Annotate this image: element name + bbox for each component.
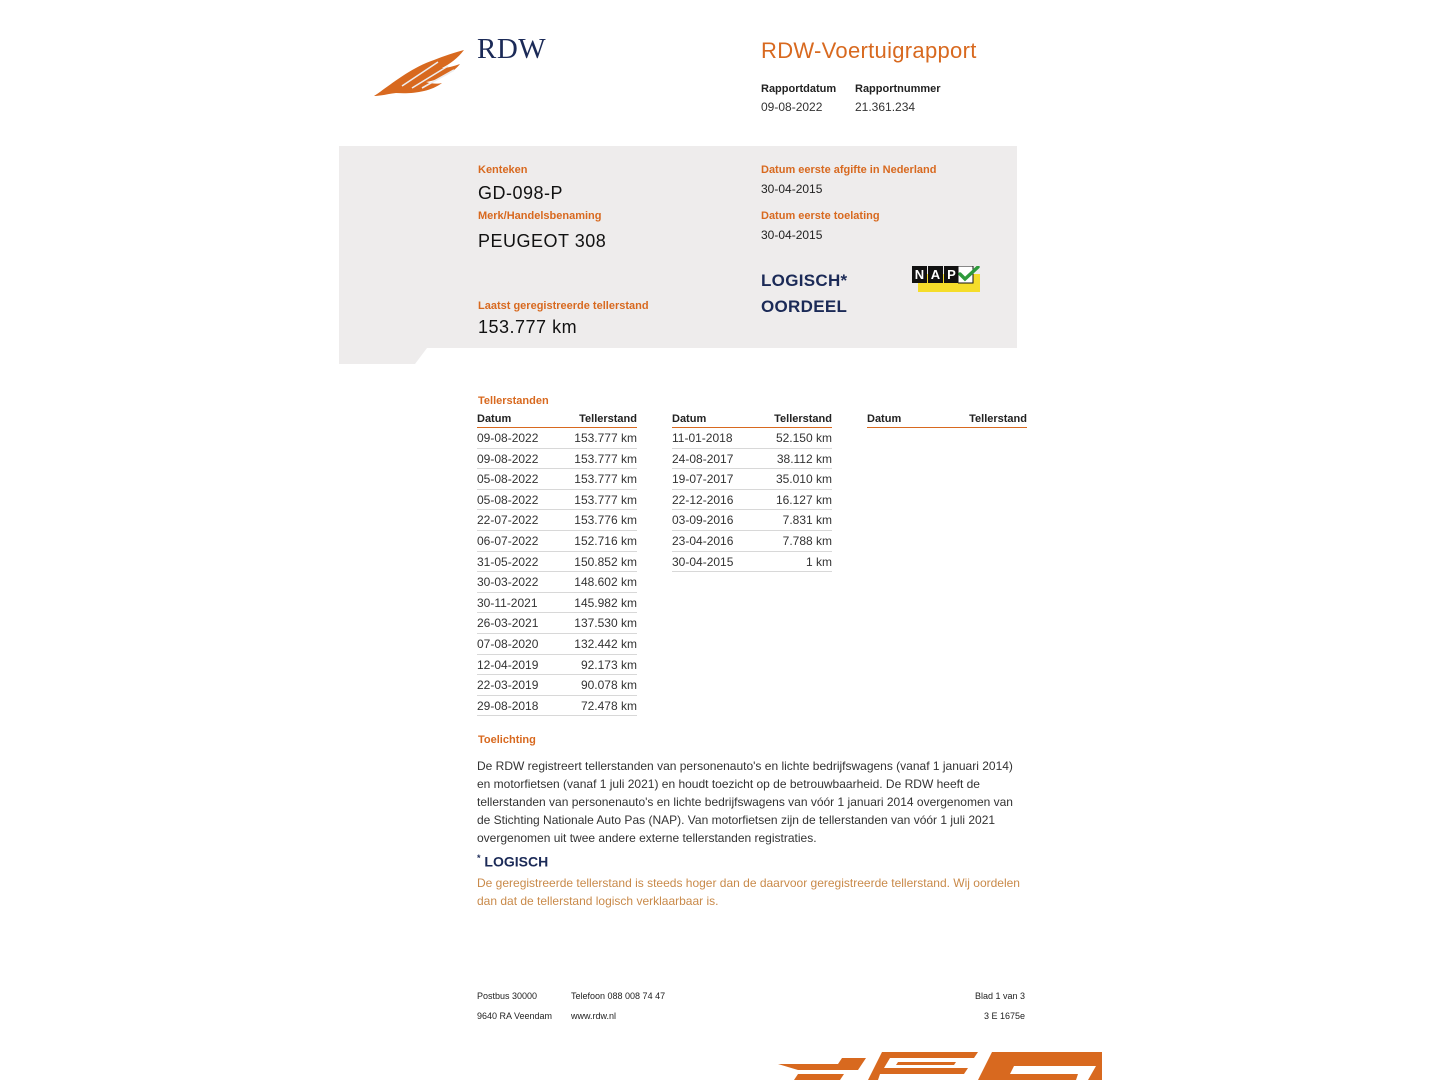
rdw-wing-logo — [372, 46, 468, 98]
nap-letter-n: N — [912, 266, 927, 283]
row-datum: 05-08-2022 — [477, 472, 539, 487]
row-tellerstand: 1 km — [805, 554, 832, 569]
logisch-asterisk: * — [477, 853, 481, 863]
row-datum: 12-04-2019 — [477, 657, 539, 672]
merk-value: PEUGEOT 308 — [478, 231, 607, 251]
row-datum: 07-08-2020 — [477, 636, 539, 651]
table-row — [672, 449, 832, 470]
toelating-label: Datum eerste toelating — [761, 210, 880, 222]
table-row — [477, 531, 637, 552]
table-row — [477, 634, 637, 655]
toelichting-title: Toelichting — [478, 734, 536, 746]
row-tellerstand: 132.442 km — [574, 636, 637, 651]
row-tellerstand: 153.777 km — [574, 451, 637, 466]
table-row — [672, 531, 832, 552]
row-datum: 24-08-2017 — [672, 451, 734, 466]
table-row — [477, 696, 637, 717]
table-row — [477, 655, 637, 676]
nap-letter-a: A — [928, 266, 943, 283]
row-tellerstand: 153.777 km — [574, 431, 637, 445]
verdict-line-1: LOGISCH* — [761, 271, 848, 290]
row-tellerstand: 52.150 km — [775, 431, 832, 445]
col-tellerstand-header: Tellerstand — [969, 413, 1027, 425]
row-tellerstand: 35.010 km — [775, 472, 832, 487]
table-row — [477, 552, 637, 573]
row-datum: 09-08-2022 — [477, 431, 539, 445]
kenteken-value: GD-098-P — [478, 183, 564, 203]
logisch-heading — [477, 853, 548, 870]
toelating-value: 30-04-2015 — [761, 228, 823, 242]
toelichting-paragraph: De RDW registreert tellerstanden van personenauto's en lichte bedrijfswagens (vanaf 1 januari 2014) en motorfietsen (vanaf 1 juli 2021) en houdt toezicht op de betrouwbaarheid. De RDW heeft de tellerstanden van personenauto's en lichte bedrijfswagens van vóór 1 januari 2014 overgenomen van de Stichting Nationale Auto Pas (NAP). Van motorfietsen zijn de tellerstanden van vóór 1 juli 2021 overgenomen uit twee andere externe tellerstanden registraties. — [477, 759, 1013, 845]
row-tellerstand: 16.127 km — [775, 492, 832, 507]
table-row — [672, 510, 832, 531]
row-datum: 30-04-2015 — [672, 554, 734, 569]
logisch-explanation: De geregistreerde tellerstand is steeds hoger dan de daarvoor geregistreerde tellerstand. Wij oordelen dan dat de tellerstand logisch verklaarbaar is. — [477, 876, 1020, 908]
row-datum: 11-01-2018 — [672, 431, 733, 445]
row-datum: 22-07-2022 — [477, 513, 539, 528]
col-tellerstand-header: Tellerstand — [774, 413, 832, 425]
odometer-table-header — [477, 413, 637, 428]
row-tellerstand: 145.982 km — [574, 595, 637, 610]
report-title: RDW-Voertuigrapport — [761, 38, 977, 63]
check-icon — [958, 266, 980, 284]
col-tellerstand-header: Tellerstand — [579, 413, 637, 425]
logisch-heading-text: LOGISCH — [484, 853, 549, 870]
table-row — [477, 469, 637, 490]
table-row — [477, 613, 637, 634]
row-datum: 23-04-2016 — [672, 533, 734, 548]
table-row — [672, 469, 832, 490]
row-datum: 31-05-2022 — [477, 554, 539, 569]
rapportdatum-label: Rapportdatum — [761, 83, 837, 95]
table-row — [477, 593, 637, 614]
row-tellerstand: 72.478 km — [580, 698, 637, 713]
afgifte-label: Datum eerste afgifte in Nederland — [761, 164, 937, 176]
row-tellerstand: 92.173 km — [580, 657, 637, 672]
nap-badge — [912, 266, 980, 292]
afgifte-value: 30-04-2015 — [761, 182, 823, 196]
row-datum: 06-07-2022 — [477, 533, 539, 548]
row-datum: 29-08-2018 — [477, 698, 539, 713]
row-tellerstand: 7.831 km — [782, 513, 832, 528]
verdict-line-2: OORDEEL — [761, 297, 848, 316]
rdw-logo-text: RDW — [477, 33, 547, 65]
footer-address: 9640 RA Veendam — [477, 1011, 553, 1021]
table-row — [477, 428, 637, 449]
footer-telefoon: Telefoon 088 008 74 47 — [571, 991, 666, 1001]
vehicle-info-panel — [339, 146, 1017, 364]
odometer-table-header — [867, 413, 1027, 428]
table-row — [672, 552, 832, 573]
row-tellerstand: 7.788 km — [782, 533, 832, 548]
row-datum: 30-11-2021 — [477, 595, 538, 610]
verdict — [761, 268, 847, 320]
table-row — [672, 428, 832, 449]
nap-letter-p: P — [944, 266, 959, 283]
table-row — [672, 490, 832, 511]
row-datum: 05-08-2022 — [477, 492, 539, 507]
footer-website[interactable]: www.rdw.nl — [571, 1011, 617, 1021]
row-tellerstand: 150.852 km — [574, 554, 637, 569]
rapportnummer-value: 21.361.234 — [855, 100, 916, 114]
rdw-stripes-graphic — [778, 1052, 1102, 1080]
row-tellerstand: 137.530 km — [574, 616, 637, 631]
row-tellerstand: 90.078 km — [580, 678, 637, 693]
table-row — [477, 510, 637, 531]
row-datum: 30-03-2022 — [477, 575, 539, 590]
row-datum: 22-03-2019 — [477, 678, 539, 693]
odometer-table-1 — [477, 413, 637, 716]
odometer-table-2 — [672, 413, 832, 572]
odometer-rows — [477, 428, 637, 716]
row-datum: 22-12-2016 — [672, 492, 734, 507]
odometer-rows — [672, 428, 832, 572]
row-tellerstand: 152.716 km — [574, 533, 637, 548]
footer-document-code: 3 E 1675e — [983, 1011, 1025, 1021]
row-datum: 19-07-2017 — [672, 472, 734, 487]
footer-page-number: Blad 1 van 3 — [974, 991, 1025, 1001]
teller-value: 153.777 km — [478, 317, 578, 337]
row-tellerstand: 38.112 km — [776, 451, 832, 466]
table-row — [477, 490, 637, 511]
odometer-table-header — [672, 413, 832, 428]
col-datum-header: Datum — [867, 413, 902, 425]
rapportdatum-value: 09-08-2022 — [761, 100, 823, 114]
col-datum-header: Datum — [672, 413, 707, 425]
row-datum: 26-03-2021 — [477, 616, 539, 631]
teller-label: Laatst geregistreerde tellerstand — [478, 300, 649, 312]
table-row — [477, 449, 637, 470]
footer-postbus: Postbus 30000 — [477, 991, 538, 1001]
table-row — [477, 572, 637, 593]
merk-label: Merk/Handelsbenaming — [478, 210, 602, 222]
kenteken-label: Kenteken — [478, 164, 528, 176]
row-tellerstand: 153.777 km — [574, 472, 637, 487]
row-datum: 03-09-2016 — [672, 513, 734, 528]
col-datum-header: Datum — [477, 413, 512, 425]
row-datum: 09-08-2022 — [477, 451, 539, 466]
tellerstanden-title: Tellerstanden — [478, 395, 549, 407]
row-tellerstand: 153.777 km — [574, 492, 637, 507]
odometer-table-3 — [867, 413, 1027, 428]
row-tellerstand: 148.602 km — [574, 575, 637, 590]
rapportnummer-label: Rapportnummer — [855, 83, 941, 95]
table-row — [477, 675, 637, 696]
row-tellerstand: 153.776 km — [574, 513, 637, 528]
